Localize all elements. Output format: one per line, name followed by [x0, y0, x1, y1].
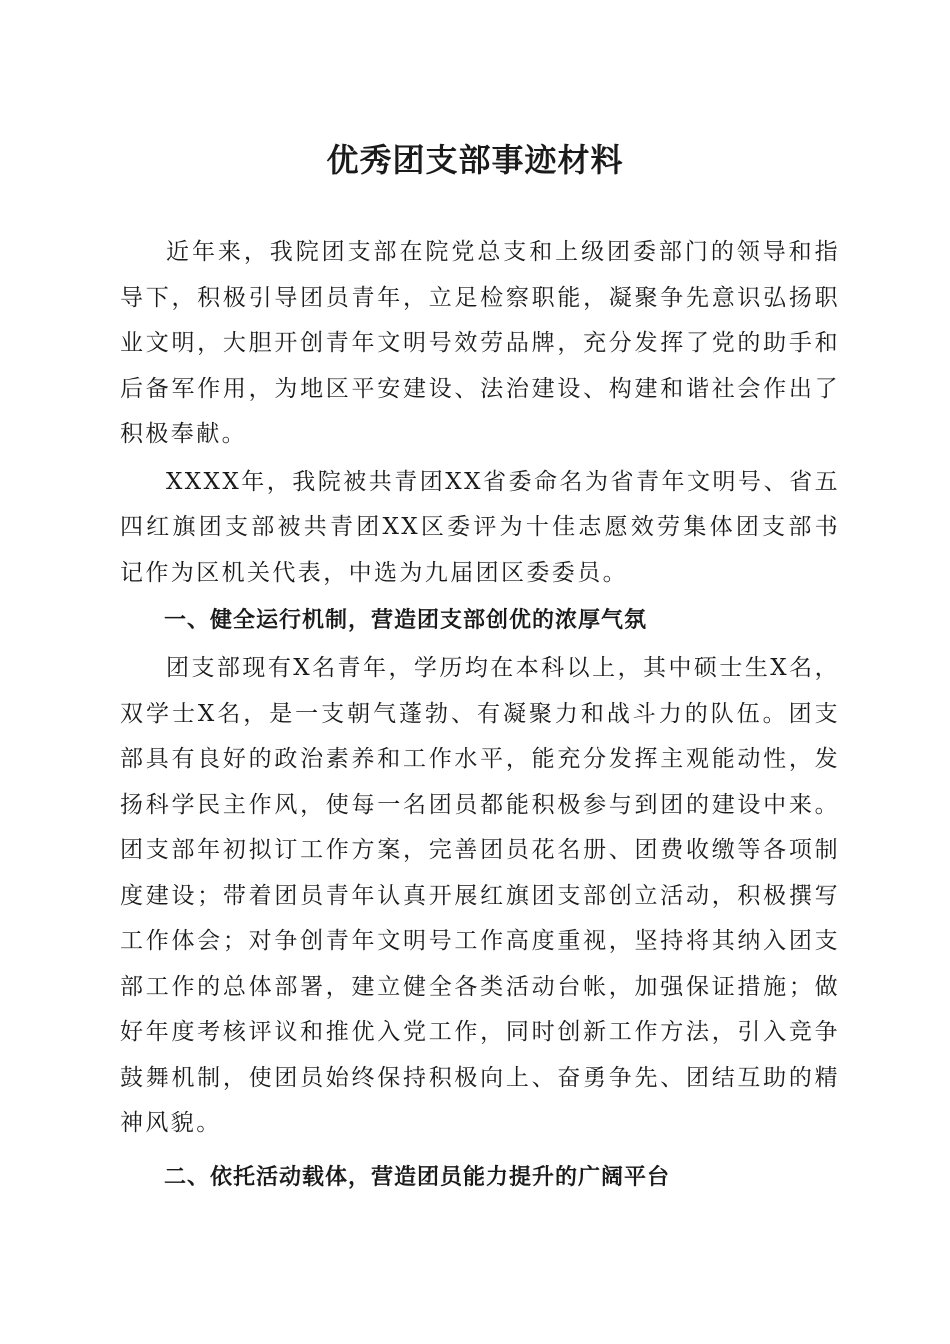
- document-body: [120, 230, 840, 1203]
- section-1-heading: 一、健全运行机制，营造团支部创优的浓厚气氛: [164, 608, 648, 633]
- section-1-paragraph: 团支部现有X名青年，学历均在本科以上，其中硕士生X名，双学士X名，是一支朝气蓬勃、有凝聚力和战斗力的队伍。团支部具有良好的政治素养和工作水平，能充分发挥主观能动性，发扬科学民主作风，使每一名团员都能积极参与到团的建设中来。团支部年初拟订工作方案，完善团员花名册、团费收缴等各项制度建设；带着团员青年认真开展红旗团支部创立活动，积极撰写工作体会；对争创青年文明号工作高度重视，坚持将其纳入团支部工作的总体部署，建立健全各类活动台帐，加强保证措施；做好年度考核评议和推优入党工作，同时创新工作方法，引入竞争鼓舞机制，使团员始终保持积极向上、奋勇争先、团结互助的精神风貌。: [120, 655, 840, 1136]
- document-title: 优秀团支部事迹材料: [326, 141, 624, 179]
- intro-paragraph: 近年来，我院团支部在院党总支和上级团委部门的领导和指导下，积极引导团员青年，立足检察职能，凝聚争先意识弘扬职业文明，大胆开创青年文明号效劳品牌，充分发挥了党的助手和后备军作用，为地区平安建设、法治建设、构建和谐社会作出了积极奉献。: [120, 239, 840, 447]
- section-2-heading: 二、依托活动载体，营造团员能力提升的广阔平台: [164, 1164, 671, 1190]
- honors-paragraph: XXXX年，我院被共青团XX省委命名为省青年文明号、省五四红旗团支部被共青团XX区委评为十佳志愿效劳集体团支部书记作为区机关代表，中选为九届团区委委员。: [120, 468, 840, 586]
